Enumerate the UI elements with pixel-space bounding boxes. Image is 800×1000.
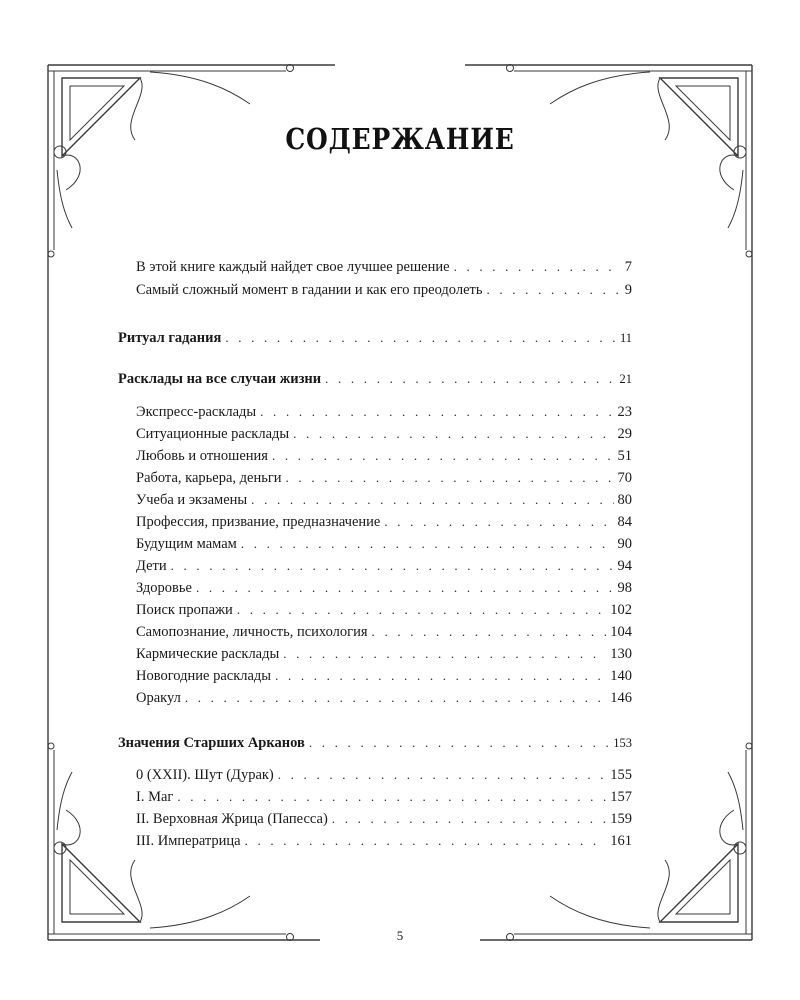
toc-entry-label: III. Императрица bbox=[136, 833, 241, 849]
toc-entry-label: Здоровье bbox=[136, 580, 192, 596]
toc-entry[interactable] bbox=[136, 280, 632, 300]
toc-section-page: 11 bbox=[619, 331, 632, 345]
toc-entry-page: 70 bbox=[617, 470, 632, 486]
toc-section-page: 21 bbox=[619, 372, 632, 386]
toc-entry-label: 0 (XXII). Шут (Дурак) bbox=[136, 767, 274, 783]
toc-entry-page: 130 bbox=[610, 646, 632, 662]
toc-entry-label: Любовь и отношения bbox=[136, 448, 268, 464]
toc-entry[interactable] bbox=[136, 809, 632, 829]
toc-entry-label: Профессия, призвание, предназначение bbox=[136, 514, 381, 530]
toc-entry-label: Самопознание, личность, психология bbox=[136, 624, 368, 640]
toc-entry[interactable] bbox=[136, 512, 632, 532]
toc-entry[interactable] bbox=[136, 600, 632, 620]
toc-section-label: Расклады на все случаи жизни bbox=[118, 371, 322, 387]
toc-entry-label: Новогодние расклады bbox=[136, 668, 272, 684]
toc-entry[interactable] bbox=[136, 424, 632, 444]
toc-entry-page: 51 bbox=[617, 448, 632, 464]
toc-entry-label: Работа, карьера, деньги bbox=[136, 470, 282, 486]
toc-entry-label: II. Верховная Жрица (Папесса) bbox=[136, 811, 328, 827]
toc-entry-page: 94 bbox=[617, 558, 632, 574]
toc-section-label: Ритуал гадания bbox=[118, 330, 222, 346]
toc-entry-page: 161 bbox=[610, 833, 632, 849]
toc-entry[interactable] bbox=[136, 578, 632, 598]
toc-entry-page: 23 bbox=[617, 404, 632, 420]
toc-entry-label: Дети bbox=[136, 558, 167, 574]
toc-entry-page: 102 bbox=[610, 602, 632, 618]
toc-entry-label: Будущим мамам bbox=[136, 536, 237, 552]
toc-entry-label: Оракул bbox=[136, 690, 181, 706]
toc-entry[interactable] bbox=[136, 688, 632, 708]
toc-section-ritual[interactable] bbox=[118, 328, 632, 348]
toc-entry-page: 90 bbox=[617, 536, 632, 552]
toc-entry[interactable] bbox=[136, 402, 632, 422]
toc-entry[interactable] bbox=[136, 622, 632, 642]
toc-entry-label: Поиск пропажи bbox=[136, 602, 233, 618]
toc-section-label: Значения Старших Арканов bbox=[118, 735, 305, 751]
toc-entry-page: 159 bbox=[610, 811, 632, 827]
toc-entry[interactable] bbox=[136, 556, 632, 576]
toc-entry-page: 155 bbox=[610, 767, 632, 783]
toc-entry-page: 84 bbox=[617, 514, 632, 530]
toc-entry-page: 104 bbox=[610, 624, 632, 640]
toc-entry[interactable] bbox=[136, 765, 632, 785]
toc-entry-label: Кармические расклады bbox=[136, 646, 280, 662]
toc-entry[interactable] bbox=[136, 446, 632, 466]
toc-entry[interactable] bbox=[136, 666, 632, 686]
toc-entry-page: 146 bbox=[610, 690, 632, 706]
page-title: СОДЕРЖАНИЕ bbox=[285, 122, 515, 156]
toc-section-page: 153 bbox=[613, 736, 632, 750]
toc-entry-page: 7 bbox=[624, 259, 632, 275]
toc-entry[interactable] bbox=[136, 787, 632, 807]
toc-entry-page: 9 bbox=[624, 282, 632, 298]
toc-entry-page: 157 bbox=[610, 789, 632, 805]
toc-entry-page: 140 bbox=[610, 668, 632, 684]
toc-entry-page: 98 bbox=[617, 580, 632, 596]
toc-entry[interactable] bbox=[136, 534, 632, 554]
toc-entry-label: В этой книге каждый найдет свое лучшее решение bbox=[136, 259, 450, 275]
toc-entry-label: Учеба и экзамены bbox=[136, 492, 248, 508]
toc-entry[interactable] bbox=[136, 644, 632, 664]
toc-entry[interactable] bbox=[136, 490, 632, 510]
toc-entry-page: 80 bbox=[617, 492, 632, 508]
toc-entry-page: 29 bbox=[617, 426, 632, 442]
toc-entry-label: I. Маг bbox=[136, 789, 174, 805]
toc-entry-label: Самый сложный момент в гадании и как его преодолеть bbox=[136, 282, 483, 298]
toc-entry[interactable] bbox=[136, 831, 632, 851]
page-number: 5 bbox=[396, 928, 404, 943]
toc-entry-label: Ситуационные расклады bbox=[136, 426, 290, 442]
toc-section-spreads[interactable] bbox=[118, 369, 632, 389]
toc-entry[interactable] bbox=[136, 257, 632, 277]
toc-entry-label: Экспресс-расклады bbox=[136, 404, 257, 420]
toc-entry[interactable] bbox=[136, 468, 632, 488]
toc-section-arcana[interactable] bbox=[118, 733, 632, 753]
